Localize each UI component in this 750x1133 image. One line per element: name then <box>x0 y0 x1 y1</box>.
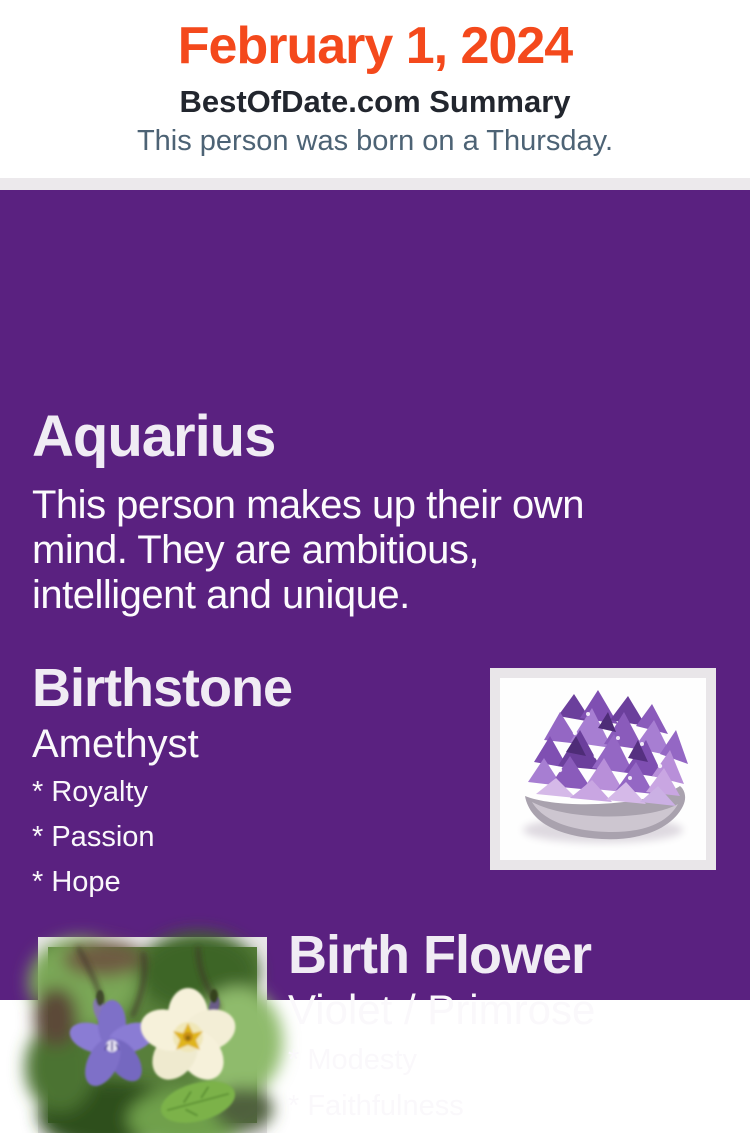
birthstone-trait: * Passion <box>32 821 155 853</box>
birthstone-trait: * Hope <box>32 866 121 898</box>
zodiac-title: Aquarius <box>32 404 276 469</box>
site-summary-text: BestOfDate.com Summary <box>179 84 571 119</box>
page-title-date: February 1, 2024 <box>177 17 573 75</box>
birth-flower-name: Violet / Primrose <box>288 986 596 1033</box>
birth-flower-title: Birth Flower <box>288 925 592 985</box>
violet-primrose-photo <box>38 937 267 1133</box>
amethyst-image <box>500 678 706 860</box>
zodiac-description-line: This person makes up their own <box>32 483 584 527</box>
amethyst-photo <box>490 668 716 870</box>
born-day-text: This person was born on a Thursday. <box>136 125 614 157</box>
divider-band <box>0 178 750 190</box>
birthstone-trait: * Royalty <box>32 776 149 808</box>
birthstone-title: Birthstone <box>32 658 292 718</box>
zodiac-description-line: mind. They are ambitious, <box>32 528 479 572</box>
zodiac-description-line: intelligent and unique. <box>32 573 410 617</box>
zodiac-description <box>32 483 584 618</box>
summary-panel <box>0 190 750 1122</box>
birth-flower-trait: * Modesty <box>288 1044 417 1076</box>
birth-flower-trait: * Faithfulness <box>288 1090 464 1122</box>
birthstone-name: Amethyst <box>32 722 199 766</box>
flower-image <box>48 947 257 1123</box>
